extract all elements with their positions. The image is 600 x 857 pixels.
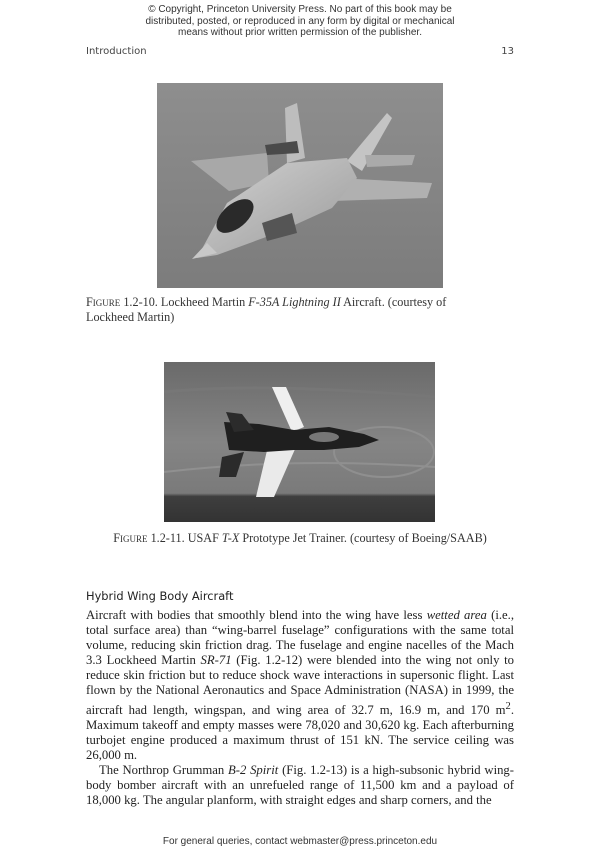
text-run: (i.e., total surface area) than “wing-barrel fuselage” configurations with the same total volume, reducing skin friction drag. The fuselage and engine nacelles of the Mach 3.3 Lockheed Martin [86, 608, 515, 668]
aircraft-name: T-X [221, 531, 240, 545]
section-heading: Hybrid Wing Body Aircraft [86, 589, 234, 603]
text-run: . Maximum takeoff and empty masses were 78,020 and 30,620 kg. Each afterburning turbojet engine produced a maximum thrust of 151 kN. The service ceiling was 26,000 m. [86, 702, 514, 763]
page-number: 13 [501, 46, 514, 57]
figure-image-tx [164, 362, 435, 522]
figure-number: 1.2-11. [150, 531, 185, 545]
figure-caption [0, 531, 600, 546]
figure-caption [86, 295, 486, 325]
f35-aircraft-illustration [157, 83, 443, 288]
copyright-line: © Copyright, Princeton University Press. No part of this book may be [148, 4, 452, 15]
tx-aircraft-illustration [164, 362, 435, 522]
caption-text: Lockheed Martin [157, 295, 249, 309]
figure-image-f35a [157, 83, 443, 288]
running-head-section: Introduction [86, 46, 147, 57]
text-run: Aircraft with bodies that smoothly blend into the wing have less [86, 608, 427, 622]
superscript: 2 [505, 700, 511, 712]
aircraft-name: B-2 Spirit [228, 763, 279, 778]
running-head [86, 46, 514, 57]
text-run: (Fig. 1.2-12) were blended into the wing not only to reduce skin friction but to reduce shock wave interactions in supersonic flight. Last flown by the National Aeronautics and Space Administration (NASA) in 1999, the aircraft had length, wingspan, and wing area of 32.7 m, 16.9 m, and 170 m [86, 653, 514, 717]
emphasis: wetted area [426, 608, 487, 622]
body-text [86, 608, 514, 808]
copyright-line: distributed, posted, or reproduced in any form by digital or mechanical [145, 15, 455, 27]
copyright-notice [0, 4, 600, 39]
caption-text: USAF [184, 531, 222, 545]
paragraph [86, 763, 514, 808]
aircraft-name: SR-71 [200, 653, 232, 668]
caption-text: Prototype Jet Trainer. (courtesy of Boeing/SAAB) [239, 531, 487, 545]
figure-label: Figure [86, 295, 121, 309]
footer-contact: For general queries, contact webmaster@press.princeton.edu [162, 836, 438, 847]
copyright-line: means without prior written permission of the publisher. [177, 27, 422, 38]
text-run: (Fig. 1.2-13) is a high-subsonic hybrid wing-body bomber aircraft with an unrefueled range of 11,500 km and a payload of 18,000 kg. The angular planform, with straight edges and sharp corners, and the [86, 763, 515, 808]
figure-number: 1.2-10. [123, 295, 158, 309]
paragraph [86, 608, 514, 763]
caption-text: Aircraft. (courtesy of Lockheed Martin) [86, 295, 447, 324]
figure-label: Figure [113, 531, 148, 545]
aircraft-name: F-35A Lightning II [248, 295, 341, 309]
text-run: The Northrop Grumman [99, 763, 228, 778]
